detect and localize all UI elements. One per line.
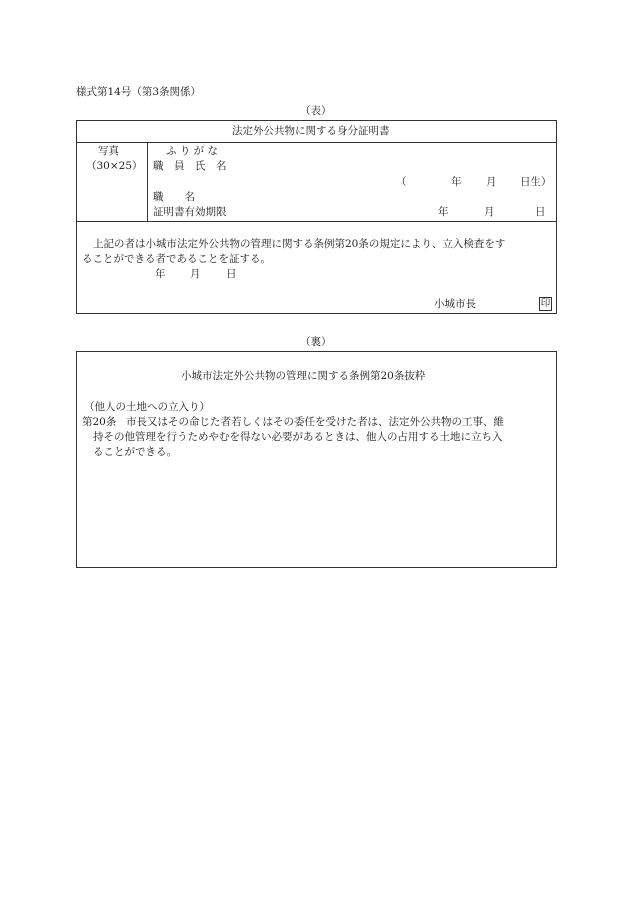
issue-day-label: 日	[226, 268, 237, 280]
issue-year-label: 年	[155, 268, 166, 280]
validity-month-label: 月	[484, 206, 495, 218]
position-label: 職 名	[153, 191, 195, 203]
birth-year-label: 年	[451, 176, 462, 188]
issuer-name: 小城市長	[434, 298, 476, 310]
staff-name-label: 職 員 氏 名	[153, 160, 227, 172]
article-heading: （他人の土地への立入り）	[84, 401, 210, 413]
back-title: 小城市法定外公共物の管理に関する条例第20条抜粋	[181, 370, 426, 382]
photo-label: 写真	[98, 145, 119, 157]
photo-column-divider	[147, 142, 148, 221]
birth-day-label: 日生）	[520, 176, 552, 188]
seal-stamp: 印	[540, 298, 551, 309]
validity-year-label: 年	[438, 206, 449, 218]
front-info-divider	[76, 221, 557, 222]
statement-line-1: 上記の者は小城市法定外公共物の管理に関する条例第20条の規定により、立入検査をす	[93, 238, 506, 250]
birth-open-paren: （	[396, 176, 407, 188]
form-number: 様式第14号（第3条関係）	[76, 86, 202, 98]
furigana-label: ふ り が な	[166, 145, 219, 157]
birth-month-label: 月	[486, 176, 497, 188]
article-line-1: 市長又はその命じた者若しくはその委任を受けた者は、法定外公共物の工事、維	[126, 416, 504, 428]
front-side-label: （表）	[300, 105, 332, 117]
article-line-2: 持その他管理を行うためやむを得ない必要があるときは、他人の占用する土地に立ち入	[93, 431, 503, 443]
front-title: 法定外公共物に関する身分証明書	[232, 125, 390, 137]
validity-label: 証明書有効期限	[153, 206, 227, 218]
photo-size: （30×25）	[86, 160, 143, 172]
issue-month-label: 月	[190, 268, 201, 280]
article-number: 第20条	[82, 416, 117, 428]
validity-day-label: 日	[535, 206, 546, 218]
article-line-3: ることができる。	[93, 446, 177, 458]
back-card	[76, 351, 557, 568]
back-side-label: （裏）	[300, 336, 332, 348]
front-title-divider	[76, 142, 557, 143]
statement-line-2: ることができる者であることを証する。	[82, 253, 271, 265]
